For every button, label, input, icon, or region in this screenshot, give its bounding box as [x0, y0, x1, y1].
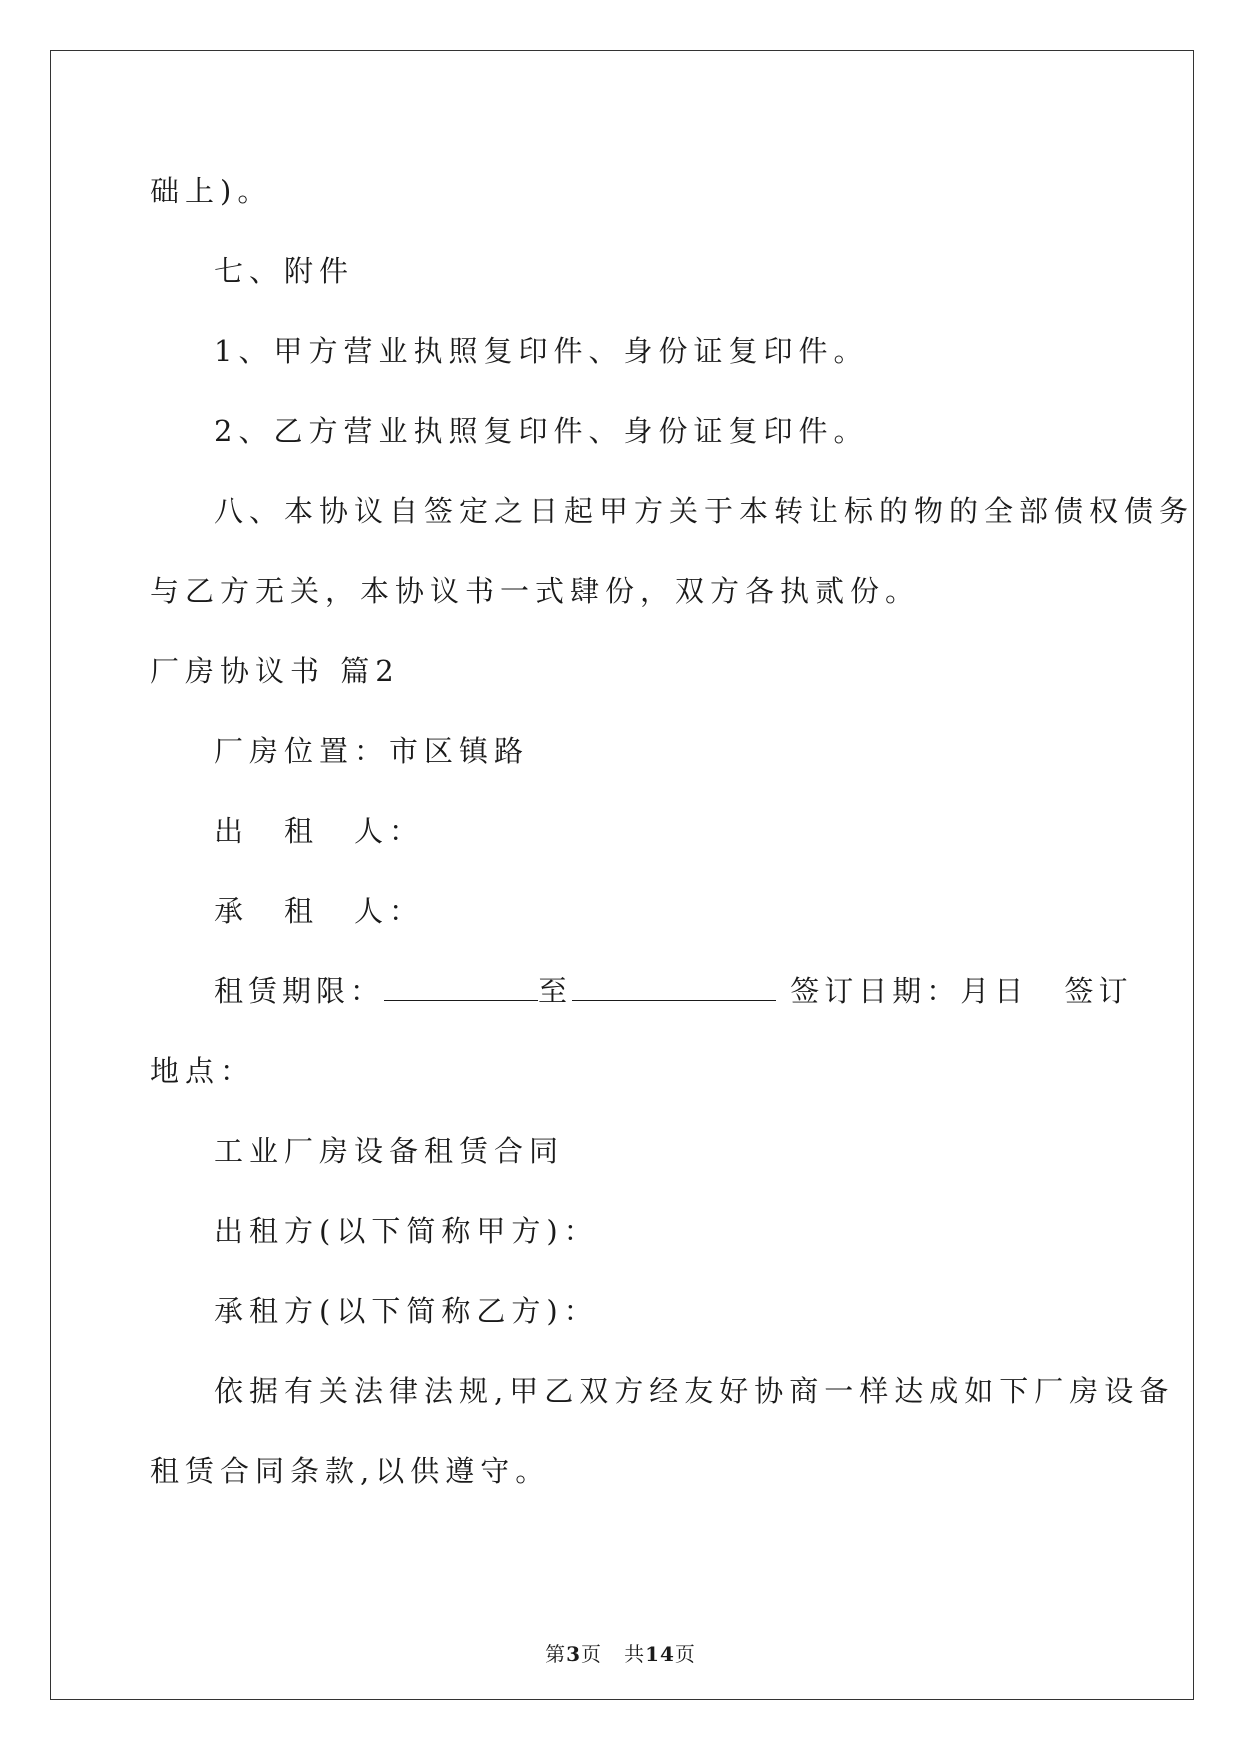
text-line: 地点： [150, 1054, 256, 1088]
footer-total-prefix: 共 [624, 1642, 646, 1666]
lease-term-line [214, 973, 1133, 1009]
text-line: 租赁合同条款,以供遵守。 [150, 1454, 551, 1488]
text-line: 与乙方无关，本协议书一式肆份，双方各执贰份。 [150, 574, 921, 608]
footer-prefix: 第 [545, 1642, 567, 1666]
text-line: 承租方(以下简称乙方)： [214, 1294, 599, 1328]
lease-start-blank [384, 974, 538, 1001]
lease-end-blank [572, 974, 776, 1001]
footer-page-number: 3 [566, 1642, 581, 1666]
lease-term-label: 租赁期限： [214, 974, 385, 1008]
footer-total-suffix: 页 [674, 1642, 696, 1666]
footer-total-pages: 14 [645, 1642, 675, 1666]
footer-page-suffix: 页 [581, 1642, 602, 1666]
text-line: 依据有关法律法规,甲乙双方经友好协商一样达成如下厂房设备 [214, 1374, 1175, 1408]
sign-date-label: 签订日期：月日 [790, 974, 1029, 1008]
text-line: 厂房位置：市区镇路 [214, 734, 530, 768]
text-line: 础上)。 [150, 174, 273, 208]
section-heading: 七、附件 [214, 254, 355, 288]
contract-title: 工业厂房设备租赁合同 [214, 1134, 565, 1168]
text-line: 八、本协议自签定之日起甲方关于本转让标的物的全部债权债务 [214, 494, 1195, 528]
text-line: 2、乙方营业执照复印件、身份证复印件。 [214, 414, 869, 448]
lessee-line: 承 租 人： [214, 894, 425, 928]
lease-to-label: 至 [538, 974, 573, 1008]
text-line: 出租方(以下简称甲方)： [214, 1214, 599, 1248]
lessor-line: 出 租 人： [214, 814, 425, 848]
page-footer [0, 1638, 1241, 1667]
text-line: 1、甲方营业执照复印件、身份证复印件。 [214, 334, 869, 368]
document-title: 厂房协议书 篇2 [150, 654, 400, 688]
sign-place-label: 签订 [1064, 974, 1133, 1008]
